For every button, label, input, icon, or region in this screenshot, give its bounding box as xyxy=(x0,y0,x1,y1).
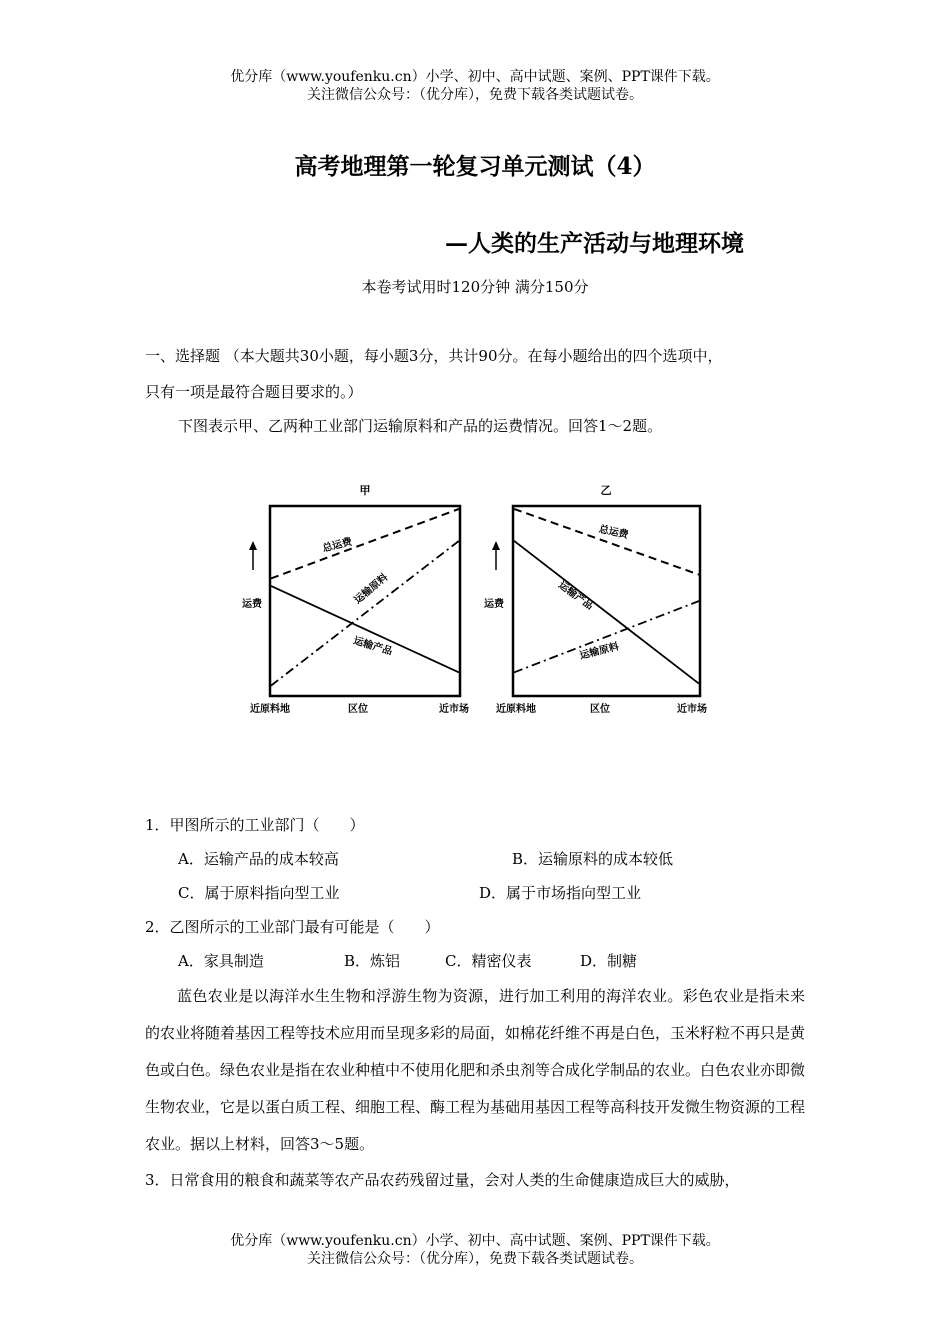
chart-yi xyxy=(484,484,707,715)
header-line-2: 关注微信公众号：（优分库），免费下载各类试题试卷。 xyxy=(307,87,643,103)
question-1-option-c[interactable]: C．属于原料指向型工业 xyxy=(178,884,340,902)
chart-yi-ylabel: 运费 xyxy=(484,599,504,610)
question-1-option-a[interactable]: A．运输产品的成本较高 xyxy=(178,850,339,868)
question-2-option-d[interactable]: D．制糖 xyxy=(580,952,638,970)
chart-yi-xlabel-right: 近市场 xyxy=(677,704,707,715)
question-1-option-d[interactable]: D．属于市场指向型工业 xyxy=(479,884,642,902)
chart-jia-label-total: 总运费 xyxy=(321,536,354,555)
chart-jia-label-material: 运输原料 xyxy=(352,572,391,607)
chart-jia-series-material xyxy=(271,541,459,686)
chart-yi-y-arrowhead xyxy=(492,541,500,550)
chart-yi-title: 乙 xyxy=(600,484,612,497)
chart-yi-label-product: 运输产品 xyxy=(556,579,595,613)
chart-jia-title: 甲 xyxy=(359,484,371,497)
page-subtitle: —人类的生产活动与地理环境 xyxy=(445,230,744,257)
chart-jia-label-product: 运输产品 xyxy=(351,635,394,658)
chart-yi-xlabel-left: 近原料地 xyxy=(496,704,536,715)
page-title: 高考地理第一轮复习单元测试（4） xyxy=(294,153,656,180)
question-2-option-a[interactable]: A．家具制造 xyxy=(178,952,264,970)
question-2-option-b[interactable]: B．炼铝 xyxy=(344,952,401,970)
footer-line-1: 优分库（www.youfenku.cn）小学、初中、高中试题、案例、PPT课件下载。 xyxy=(230,1233,720,1249)
section-1-heading-cont: 只有一项是最符合题目要求的。） xyxy=(145,383,363,401)
chart-yi-label-total: 总运费 xyxy=(597,524,630,542)
footer-line-2: 关注微信公众号：（优分库），免费下载各类试题试卷。 xyxy=(307,1251,643,1267)
question-1-stem: 1．甲图所示的工业部门（ ） xyxy=(145,816,365,834)
section-1-heading: 一、选择题 （本大题共30小题，每小题3分，共计90分。在每小题给出的四个选项中， xyxy=(145,347,723,365)
question-3-stem: 3．日常食用的粮食和蔬菜等农产品农药残留过量，会对人类的生命健康造成巨大的威胁， xyxy=(145,1171,740,1189)
chart-jia xyxy=(242,484,469,715)
chart-jia-xlabel-mid: 区位 xyxy=(348,704,368,715)
chart-yi-series-product xyxy=(514,541,699,684)
chart-jia-xlabel-left: 近原料地 xyxy=(250,704,290,715)
agriculture-passage: 蓝色农业是以海洋水生生物和浮游生物为资源，进行加工利用的海洋农业。彩色农业是指未来的农业将随着基因工程等技术应用而呈现多彩的局面，如棉花纤维不再是白色，玉米籽粒不再只是黄色或白色。绿色农业是指在农业种植中不使用化肥和杀虫剂等合成化学制品的农业。白色农业亦即微生物农业，它是以蛋白质工程、细胞工程、酶工程为基础用基因工程等高科技开发微生物资源的工程农业。据以上材料，回答3～5题。 xyxy=(145,987,806,1153)
chart-yi-series-total xyxy=(514,509,699,575)
chart-jia-ylabel: 运费 xyxy=(242,599,262,610)
header-line-1: 优分库（www.youfenku.cn）小学、初中、高中试题、案例、PPT课件下载。 xyxy=(230,69,720,85)
question-1-option-b[interactable]: B．运输原料的成本较低 xyxy=(512,850,674,868)
freight-cost-charts xyxy=(230,478,730,723)
chart-jia-xlabel-right: 近市场 xyxy=(439,704,469,715)
chart-jia-series-total xyxy=(271,509,459,579)
chart-yi-label-material: 运输原料 xyxy=(578,641,621,662)
chart-jia-y-arrowhead xyxy=(249,541,257,550)
question-2-option-c[interactable]: C．精密仪表 xyxy=(445,952,532,970)
exam-meta: 本卷考试用时120分钟 满分150分 xyxy=(361,278,589,296)
intro-questions-1-2: 下图表示甲、乙两种工业部门运输原料和产品的运费情况。回答1～2题。 xyxy=(178,417,663,435)
chart-yi-xlabel-mid: 区位 xyxy=(590,704,610,715)
question-2-stem: 2．乙图所示的工业部门最有可能是（ ） xyxy=(145,918,440,936)
